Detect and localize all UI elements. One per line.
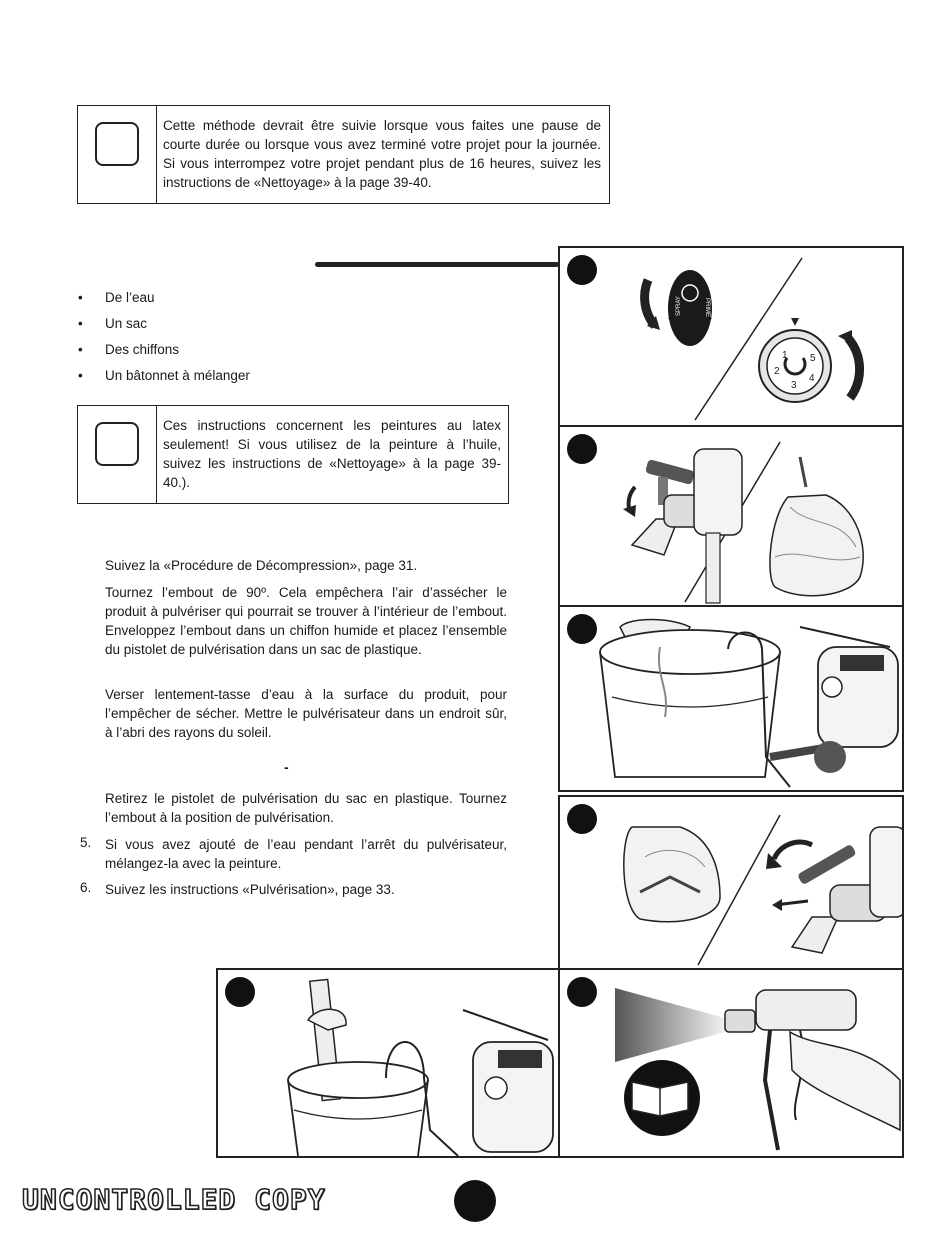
step-paragraph: Verser lentement-tasse d’eau à la surface du produit, pour l’empêcher de sécher. Mettre le pulvérisateur dans un endroit sûr, à l’abri des rayons du soleil. [105,687,507,740]
illustration-panel-bucket-pour [558,605,904,792]
note-text: Ces instructions concernent les peintures au latex seulement! Si vous utilisez de la peinture à l’huile, suivez les instructions de «Nettoyage» à la page 39-40.). [163,418,501,490]
gun-bag-drawing [560,427,902,607]
illustration-panel-spray [558,968,904,1158]
note-icon-cell [78,406,157,503]
list-item: • Des chiffons [78,342,180,357]
note-icon [95,122,139,166]
list-item: • De l’eau [78,290,155,305]
step-paragraph: Suivez la «Procédure de Décompression», page 31. [105,558,418,573]
section-separator: - [284,759,289,775]
step-number: 5. [80,835,92,850]
step-badge [567,434,597,464]
spray-drawing [560,970,902,1156]
step-badge [567,255,597,285]
illustration-panel-valve-dial [558,246,904,429]
step-number: 6. [80,880,92,895]
note-icon-cell [78,106,157,203]
note-text: Cette méthode devrait être suivie lorsque vous faites une pause de courte durée ou lorsque vous avez terminé votre projet pour la journée. Si vous interrompez votre projet pendant plus de 16 heures, suivez les instructions de «Nettoyage» à la page 39-40. [163,118,601,190]
illustration-panel-mix [216,968,562,1158]
step-paragraph: Retirez le pistolet de pulvérisation du sac en plastique. Tournez l’embout à la position de pulvérisation. [105,791,507,825]
step-badge [225,977,255,1007]
step-badge [567,804,597,834]
spray-label: SPRAY [676,296,682,316]
step-badge [567,977,597,1007]
dial-number: 4 [809,373,815,384]
step-paragraph: Si vous avez ajouté de l’eau pendant l’arrêt du pulvérisateur, mélangez-la avec la peinture. [105,837,507,871]
dial-number: 5 [810,353,816,364]
note-box-pause [77,105,610,204]
section-rule [315,262,559,267]
dial-number: 3 [791,380,797,391]
materials-list [78,290,250,394]
page-number-circle [454,1180,496,1222]
illustration-panel-gun-bag [558,425,904,609]
bucket-pour-drawing [560,607,902,790]
prime-label: PRIME [704,298,710,318]
gun-remove-drawing [560,797,902,970]
step-paragraph: Suivez les instructions «Pulvérisation», page 33. [105,882,395,897]
valve-dial-drawing [560,248,902,427]
dial-number: 2 [774,366,780,377]
dial-number: 1 [782,350,788,361]
list-item: • Un sac [78,316,148,331]
list-item: • Un bâtonnet à mélanger [78,368,250,383]
step-paragraph: Tournez l’embout de 90º. Cela empêchera l’air d’assécher le produit à pulvériser qui pourrait se trouver à l’intérieur de l’embout. Enveloppez l’embout dans un chiffon humide et placez l’ensemble du pistolet de pulvérisation dans un sac de plastique. [105,585,507,657]
illustration-panel-gun-remove [558,795,904,972]
uncontrolled-copy-watermark: UNCONTROLLED COPY [22,1183,326,1216]
step-badge [567,614,597,644]
note-icon [95,422,139,466]
note-box-latex [77,405,509,504]
mix-drawing [218,970,560,1156]
